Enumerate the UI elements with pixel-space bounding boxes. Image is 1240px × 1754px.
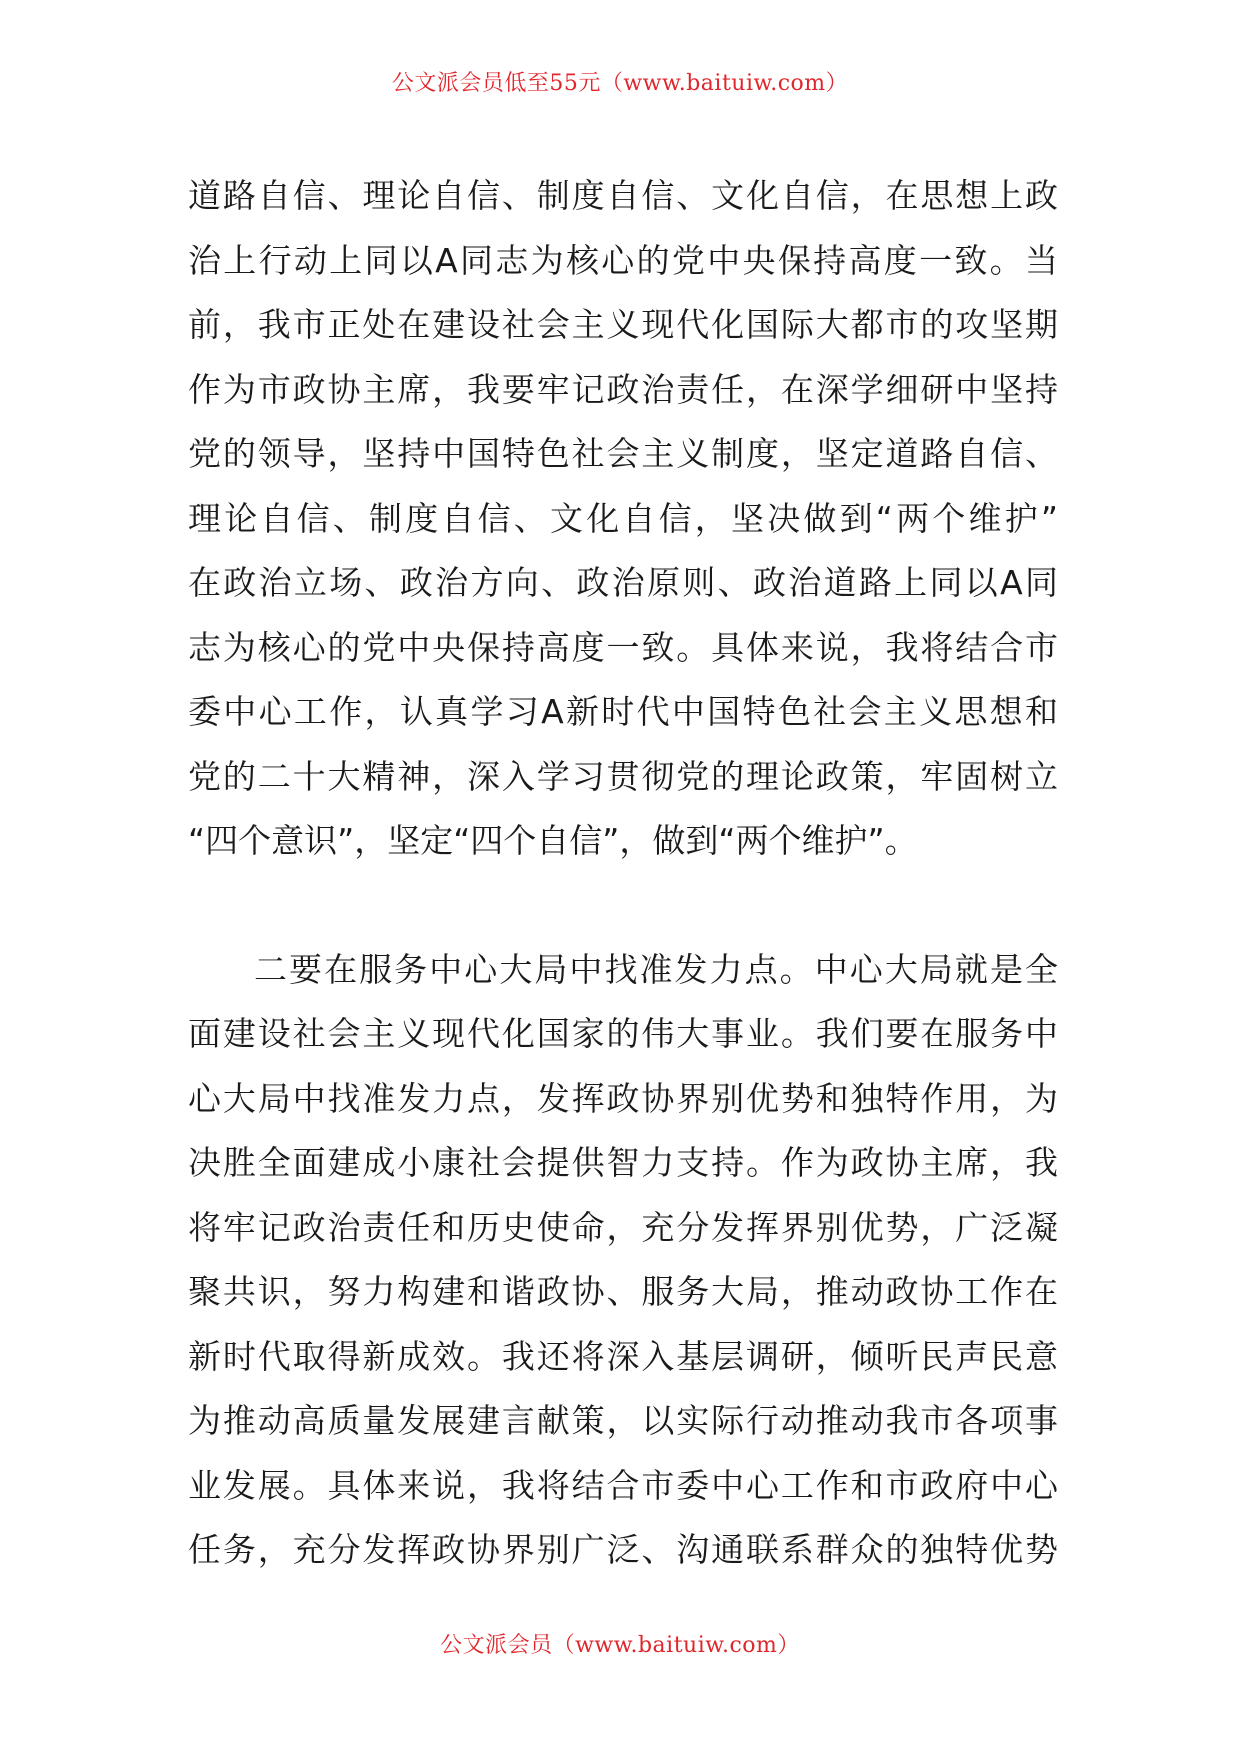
document-body — [188, 164, 1058, 1583]
text-line: 道路自信、理论自信、制度自信、文化自信，在思想上政 — [188, 176, 1058, 215]
text-line: 业发展。具体来说，我将结合市委中心工作和市政府中心 — [188, 1465, 1058, 1505]
text-line: 心大局中找准发力点，发挥政协界别优势和独特作用，为 — [188, 1078, 1058, 1118]
text-line: 新时代取得新成效。我还将深入基层调研，倾听民声民意 — [188, 1336, 1058, 1376]
text-line: 治上行动上同以A同志为核心的党中央保持高度一致。当 — [188, 240, 1058, 280]
text-line: 将牢记政治责任和历史使命，充分发挥界别优势，广泛凝 — [188, 1207, 1058, 1247]
text-line: 党的二十大精神，深入学习贯彻党的理论政策，牢固树立 — [188, 756, 1058, 796]
paragraph-gap — [188, 874, 1058, 938]
text-line: 为推动高质量发展建言献策，以实际行动推动我市各项事 — [188, 1401, 1058, 1440]
text-line: 面建设社会主义现代化国家的伟大事业。我们要在服务中 — [188, 1014, 1058, 1053]
footer-watermark: 公文派会员（www.baituiw.com） — [440, 1633, 800, 1658]
text-line: “四个意识”，坚定“四个自信”，做到“两个维护”。 — [188, 821, 918, 860]
text-line: 任务，充分发挥政协界别广泛、沟通联系群众的独特优势 — [188, 1530, 1058, 1569]
text-line: 决胜全面建成小康社会提供智力支持。作为政协主席，我 — [188, 1143, 1058, 1182]
text-line: 聚共识，努力构建和谐政协、服务大局，推动政协工作在 — [188, 1272, 1058, 1311]
text-line: 志为核心的党中央保持高度一致。具体来说，我将结合市 — [188, 627, 1058, 667]
text-line: 作为市政协主席，我要牢记政治责任，在深学细研中坚持 — [188, 369, 1058, 409]
text-line: 前，我市正处在建设社会主义现代化国际大都市的攻坚期 — [188, 305, 1058, 344]
paragraph-2 — [188, 938, 1058, 1583]
text-line: 委中心工作，认真学习A新时代中国特色社会主义思想和 — [188, 692, 1058, 731]
text-line: 理论自信、制度自信、文化自信，坚决做到“两个维护” — [188, 498, 1058, 538]
text-line: 二要在服务中心大局中找准发力点。中心大局就是全 — [254, 949, 1058, 989]
header-watermark: 公文派会员低至55元（www.baituiw.com） — [391, 71, 849, 96]
text-line: 党的领导，坚持中国特色社会主义制度，坚定道路自信、 — [188, 434, 1058, 473]
paragraph-1 — [188, 164, 1058, 874]
text-line: 在政治立场、政治方向、政治原则、政治道路上同以A同 — [188, 563, 1058, 602]
